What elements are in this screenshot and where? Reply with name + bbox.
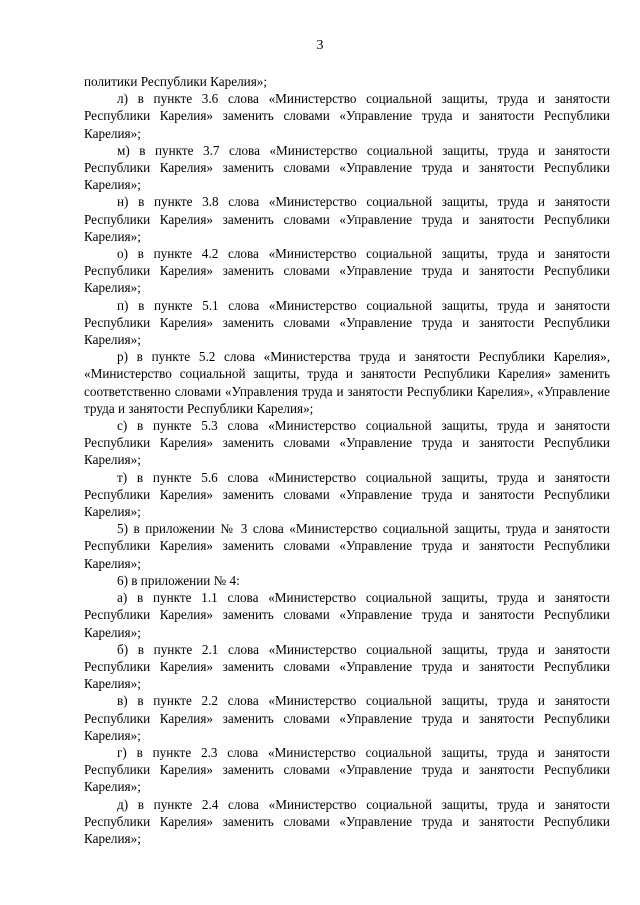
paragraph-10: 6) в приложении № 4: [117, 572, 240, 588]
paragraph-6: р) в пункте 5.2 слова «Министерства труда и занятости Республики Карелия», «Министерство социальной защиты, труда и занятости Республики Карелия» заменить соответственно словами «Управления труда и занятости Республики Карелия», «Управление труда и занятости Республики Карелия»; [84, 349, 610, 416]
paragraph-2: м) в пункте 3.7 слова «Министерство социальной защиты, труда и занятости Республики Карелия» заменить словами «Управление труда и занятости Республики Карелия»; [84, 142, 610, 193]
page-number: 3 [316, 38, 324, 53]
paragraph-4: о) в пункте 4.2 слова «Министерство социальной защиты, труда и занятости Республики Карелия» заменить словами «Управление труда и занятости Республики Карелия»; [84, 246, 610, 296]
paragraph-14: г) в пункте 2.3 слова «Министерство социальной защиты, труда и занятости Республики Карелия» заменить словами «Управление труда и занятости Республики Карелия»; [84, 744, 610, 795]
paragraph-7: с) в пункте 5.3 слова «Министерство социальной защиты, труда и занятости Республики Карелия» заменить словами «Управление труда и занятости Республики Карелия»; [84, 418, 610, 468]
paragraph-8: т) в пункте 5.6 слова «Министерство социальной защиты, труда и занятости Республики Карелия» заменить словами «Управление труда и занятости Республики Карелия»; [84, 469, 610, 520]
paragraph-1: л) в пункте 3.6 слова «Министерство социальной защиты, труда и занятости Республики Карелия» заменить словами «Управление труда и занятости Республики Карелия»; [84, 91, 610, 141]
paragraph-12: б) в пункте 2.1 слова «Министерство социальной защиты, труда и занятости Республики Карелия» заменить словами «Управление труда и занятости Республики Карелия»; [84, 641, 610, 692]
document-body [84, 73, 610, 847]
paragraph-15: д) в пункте 2.4 слова «Министерство социальной защиты, труда и занятости Республики Карелия» заменить словами «Управление труда и занятости Республики Карелия»; [84, 796, 610, 846]
paragraph-3: н) в пункте 3.8 слова «Министерство социальной защиты, труда и занятости Республики Карелия» заменить словами «Управление труда и занятости Республики Карелия»; [84, 194, 610, 244]
paragraph-5: п) в пункте 5.1 слова «Министерство социальной защиты, труда и занятости Республики Карелия» заменить словами «Управление труда и занятости Республики Карелия»; [84, 297, 610, 348]
paragraph-11: а) в пункте 1.1 слова «Министерство социальной защиты, труда и занятости Республики Карелия» заменить словами «Управление труда и занятости Республики Карелия»; [84, 590, 610, 640]
paragraph-9: 5) в приложении № 3 слова «Министерство социальной защиты, труда и занятости Республики Карелия» заменить словами «Управление труда и занятости Республики Карелия»; [84, 521, 610, 571]
paragraph-13: в) в пункте 2.2 слова «Министерство социальной защиты, труда и занятости Республики Карелия» заменить словами «Управление труда и занятости Республики Карелия»; [84, 693, 610, 743]
paragraph-0: политики Республики Карелия»; [84, 74, 268, 89]
